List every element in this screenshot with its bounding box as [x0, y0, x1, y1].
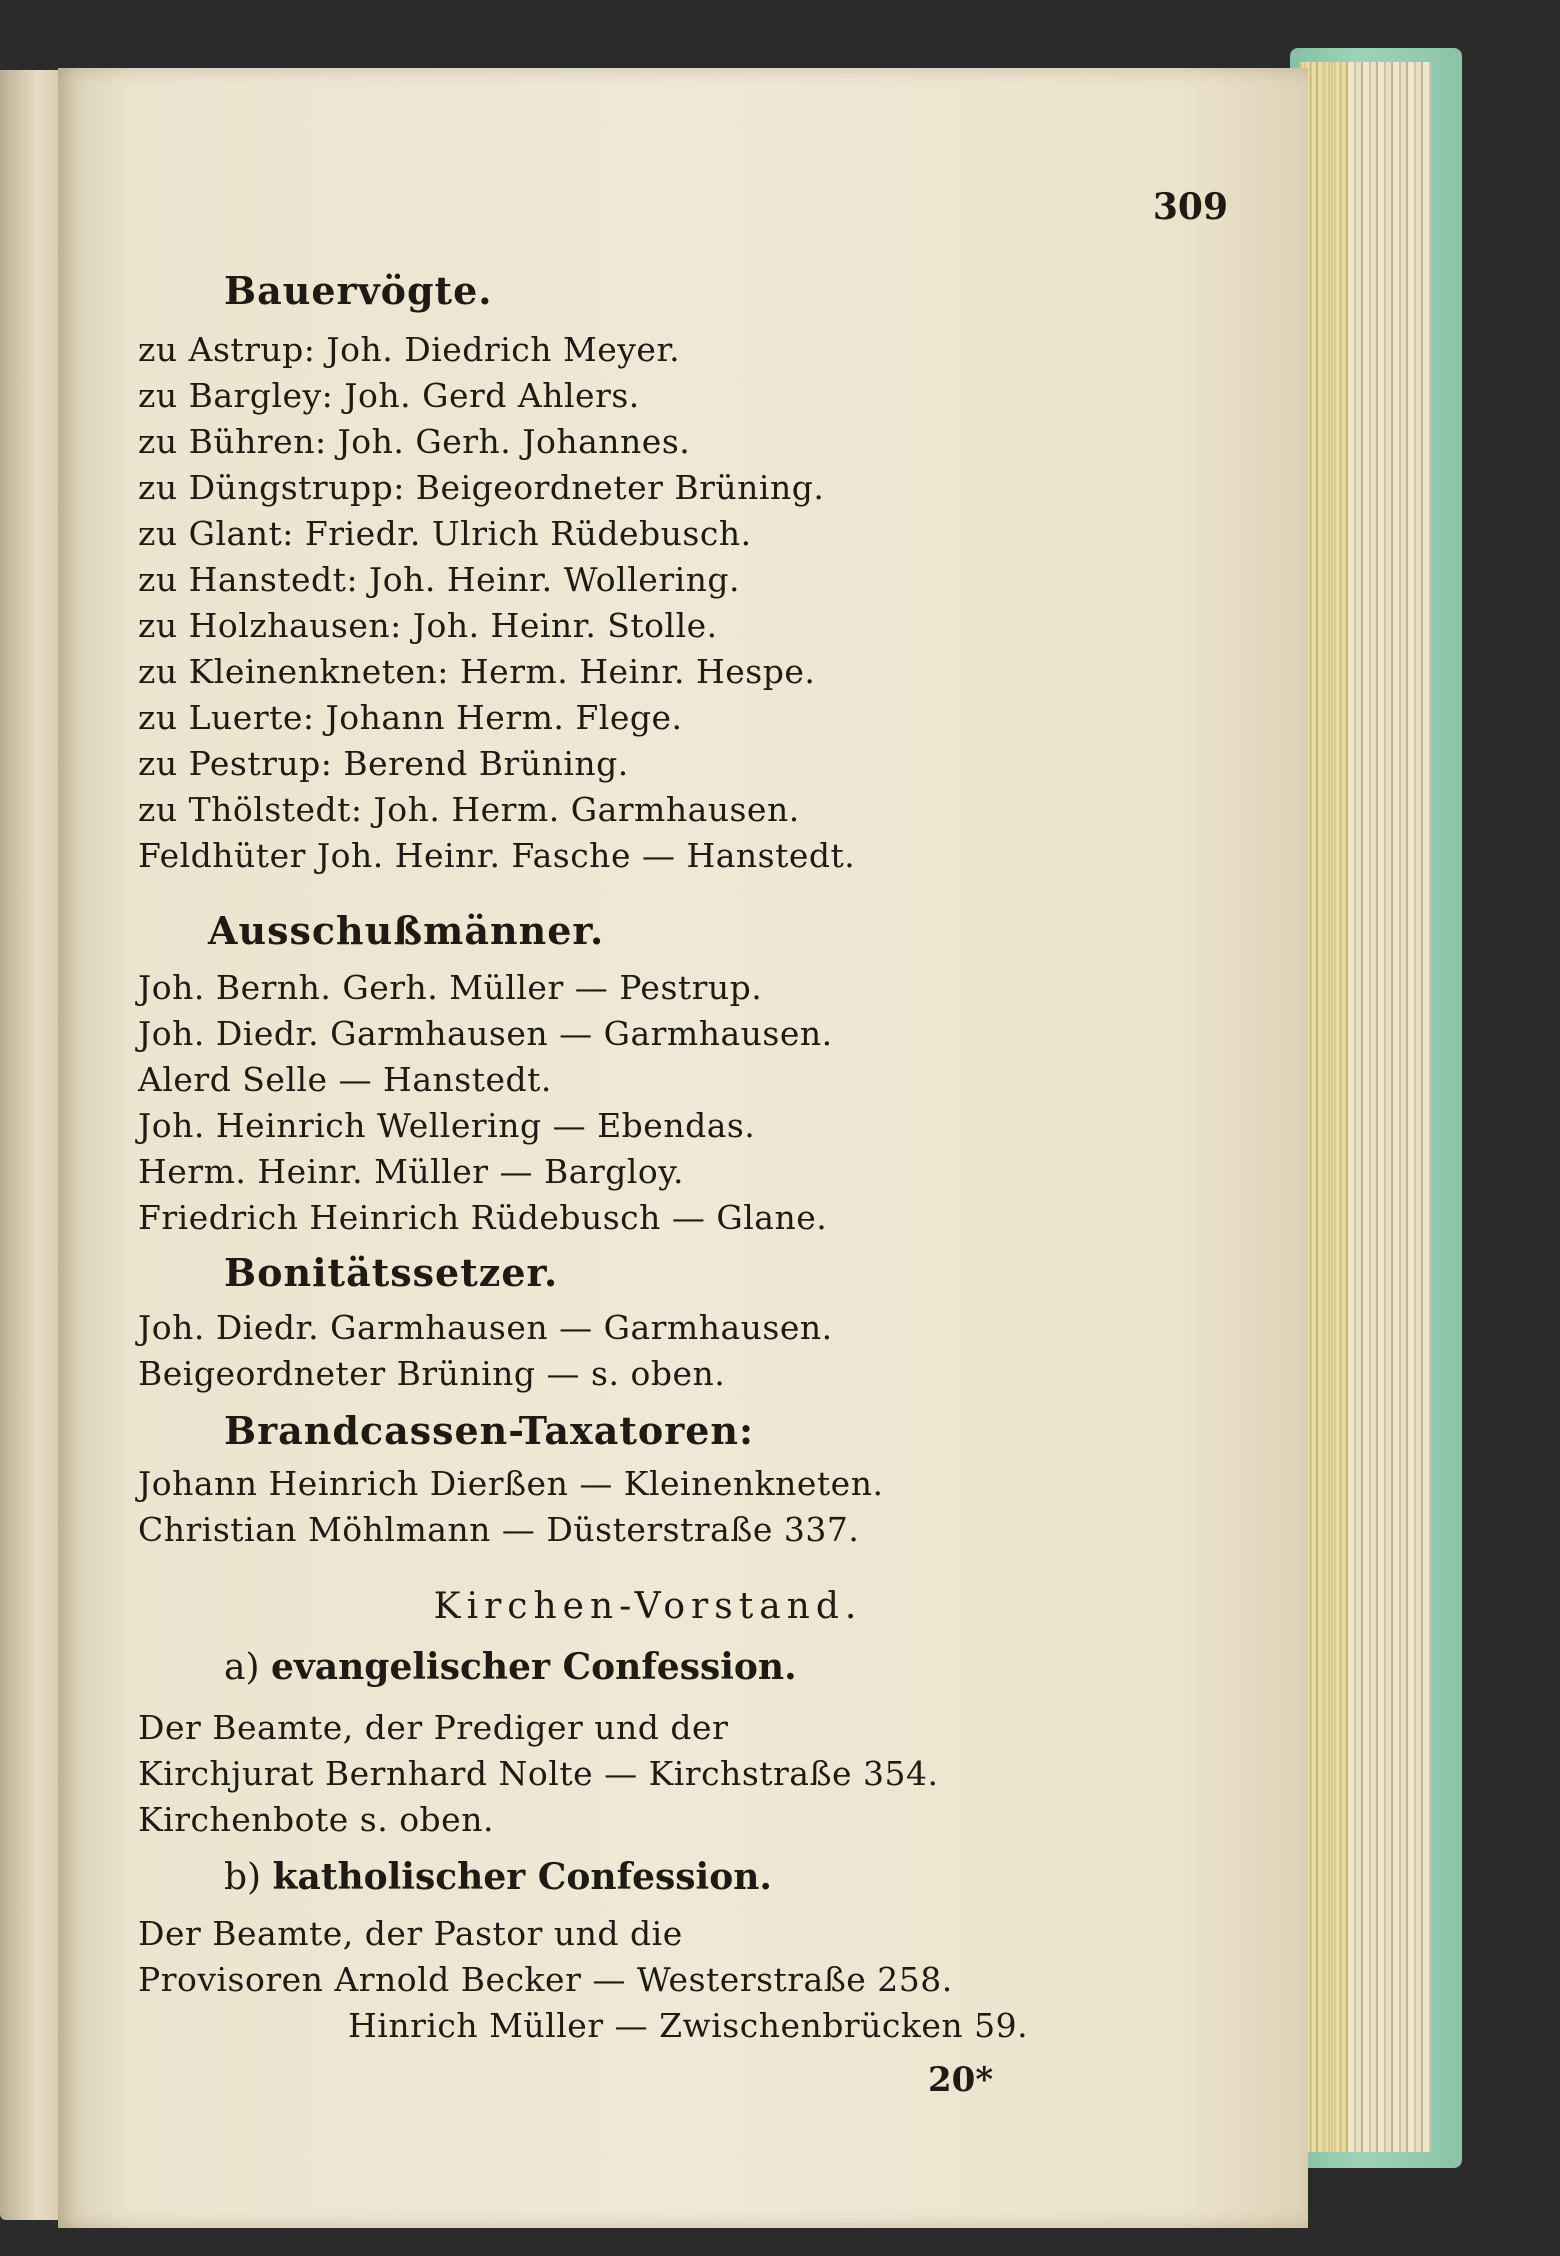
signature-mark: 20*	[928, 2060, 994, 2100]
list-item: Der Beamte, der Prediger und der	[138, 1708, 729, 1747]
list-item: Beigeordneter Brüning — s. oben.	[138, 1354, 726, 1393]
list-item: Kirchjurat Bernhard Nolte — Kirchstraße 354.	[138, 1754, 939, 1793]
list-item: Kirchenbote s. oben.	[138, 1800, 494, 1839]
list-item: Feldhüter Joh. Heinr. Fasche — Hanstedt.	[138, 836, 856, 875]
list-item: Hinrich Müller — Zwischenbrücken 59.	[348, 2006, 1029, 2045]
section-heading-bauervoegte: Bauervögte.	[224, 268, 493, 313]
list-item: Herm. Heinr. Müller — Bargloy.	[138, 1152, 685, 1191]
list-item: zu Düngstrupp: Beigeordneter Brüning.	[138, 468, 825, 507]
church-board-title: Kirchen-Vorstand.	[433, 1586, 863, 1627]
list-item: Johann Heinrich Dierßen — Kleinenkneten.	[138, 1464, 884, 1503]
catholic-title: katholischer Confession.	[272, 1856, 772, 1898]
list-item: zu Bargley: Joh. Gerd Ahlers.	[138, 376, 640, 415]
section-heading-brandcassen-taxatoren: Brandcassen-Taxatoren:	[224, 1408, 755, 1453]
list-item: Friedrich Heinrich Rüdebusch — Glane.	[138, 1198, 828, 1237]
list-item: zu Thölstedt: Joh. Herm. Garmhausen.	[138, 790, 800, 829]
list-item: zu Hanstedt: Joh. Heinr. Wollering.	[138, 560, 741, 599]
section-heading-ausschussmaenner: Ausschußmänner.	[208, 908, 605, 953]
evangelical-heading	[224, 1646, 797, 1688]
page-number: 309	[1152, 186, 1228, 228]
list-item: zu Kleinenkneten: Herm. Heinr. Hespe.	[138, 652, 816, 691]
list-item: zu Glant: Friedr. Ulrich Rüdebusch.	[138, 514, 752, 553]
list-item: Joh. Diedr. Garmhausen — Garmhausen.	[138, 1308, 833, 1347]
list-item: zu Astrup: Joh. Diedrich Meyer.	[138, 330, 681, 369]
list-item: zu Bühren: Joh. Gerh. Johannes.	[138, 422, 691, 461]
list-item: Christian Möhlmann — Düsterstraße 337.	[138, 1510, 860, 1549]
evangelical-marker: a)	[224, 1647, 260, 1688]
list-item: Der Beamte, der Pastor und die	[138, 1914, 683, 1953]
catholic-heading	[224, 1856, 772, 1898]
list-item: zu Luerte: Johann Herm. Flege.	[138, 698, 683, 737]
list-item: Joh. Bernh. Gerh. Müller — Pestrup.	[138, 968, 763, 1007]
evangelical-title: evangelischer Confession.	[270, 1646, 797, 1688]
section-heading-bonitaetssetzer: Bonitätssetzer.	[224, 1250, 559, 1295]
book-page	[58, 68, 1308, 2228]
list-item: Joh. Heinrich Wellering — Ebendas.	[138, 1106, 756, 1145]
catholic-marker: b)	[224, 1857, 262, 1898]
list-item: zu Pestrup: Berend Brüning.	[138, 744, 629, 783]
list-item: Provisoren Arnold Becker — Westerstraße 258.	[138, 1960, 953, 1999]
previous-page-edge	[0, 70, 62, 2220]
list-item: Joh. Diedr. Garmhausen — Garmhausen.	[138, 1014, 833, 1053]
list-item: zu Holzhausen: Joh. Heinr. Stolle.	[138, 606, 718, 645]
list-item: Alerd Selle — Hanstedt.	[138, 1060, 552, 1099]
